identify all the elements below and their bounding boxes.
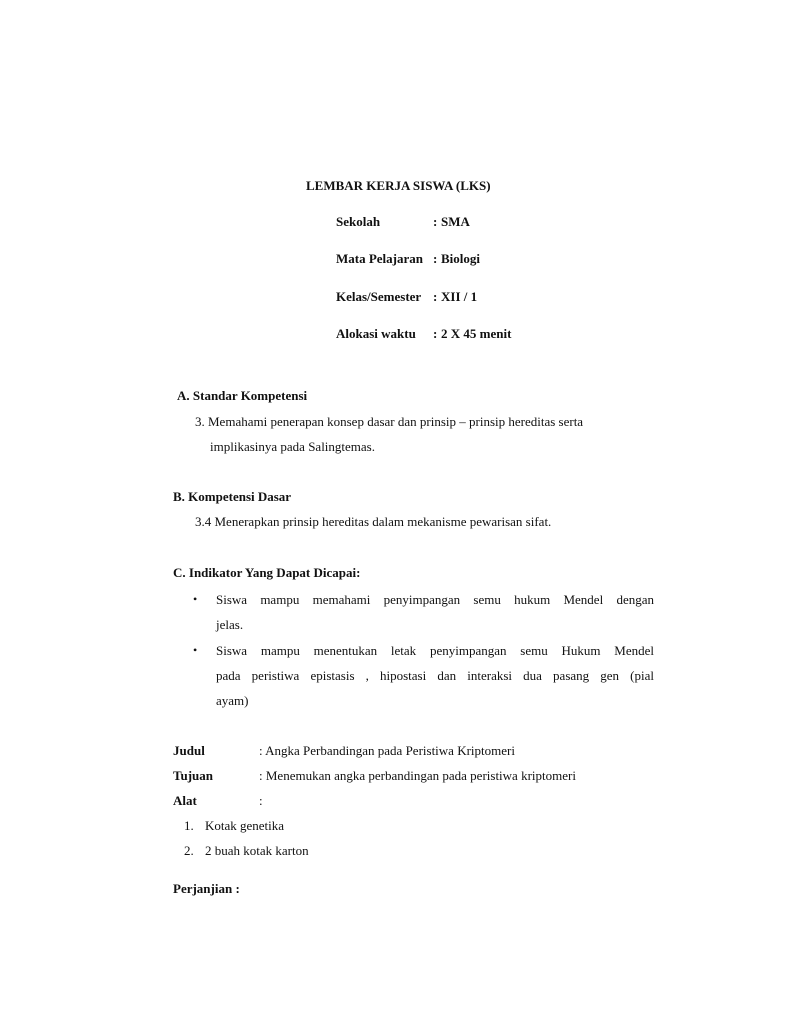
bullet-glyph: • xyxy=(193,592,198,606)
info-value-title: : Angka Perbandingan pada Peristiwa Kriptomeri xyxy=(259,743,515,758)
tool-1-number: 1. xyxy=(184,818,194,833)
meta-label-class: Kelas/Semester xyxy=(336,289,422,304)
perjanjian-heading: Perjanjian : xyxy=(173,881,240,896)
meta-sep-time: : xyxy=(433,326,438,341)
section-a-line-2: implikasinya pada Salingtemas. xyxy=(210,439,375,454)
meta-value-time: 2 X 45 menit xyxy=(441,326,512,341)
tool-2-text: 2 buah kotak karton xyxy=(205,843,309,858)
info-label-tools: Alat xyxy=(173,793,197,808)
section-a-line-1: 3. Memahami penerapan konsep dasar dan prinsip – prinsip hereditas serta xyxy=(195,414,584,429)
indicator-2-line-3: ayam) xyxy=(216,693,249,708)
meta-sep-class: : xyxy=(433,289,438,304)
section-a-heading: A. Standar Kompetensi xyxy=(177,388,308,403)
info-value-tools: : xyxy=(259,793,263,808)
indicator-1-line-2: jelas. xyxy=(216,617,244,632)
section-b-line-1: 3.4 Menerapkan prinsip hereditas dalam mekanisme pewarisan sifat. xyxy=(195,514,552,529)
indicator-2-line-1: Siswa mampu menentukan letak penyimpangan semu Hukum Mendel xyxy=(216,643,654,658)
info-value-goal: : Menemukan angka perbandingan pada peristiwa kriptomeri xyxy=(259,768,576,783)
meta-value-school: SMA xyxy=(441,214,470,229)
page-title: LEMBAR KERJA SISWA (LKS) xyxy=(306,178,491,193)
bullet-glyph: • xyxy=(193,643,198,657)
info-label-title: Judul xyxy=(173,743,205,758)
meta-sep-subject: : xyxy=(433,251,438,266)
section-c-heading: C. Indikator Yang Dapat Dicapai: xyxy=(173,565,361,580)
meta-label-school: Sekolah xyxy=(336,214,381,229)
info-label-goal: Tujuan xyxy=(173,768,213,783)
tool-1-text: Kotak genetika xyxy=(205,818,285,833)
tool-2-number: 2. xyxy=(184,843,194,858)
meta-value-subject: Biologi xyxy=(441,251,481,266)
meta-sep-school: : xyxy=(433,214,438,229)
meta-value-class: XII / 1 xyxy=(441,289,478,304)
indicator-1-line-1: Siswa mampu memahami penyimpangan semu hukum Mendel dengan xyxy=(216,592,654,607)
meta-label-time: Alokasi waktu xyxy=(336,326,416,341)
section-b-heading: B. Kompetensi Dasar xyxy=(173,489,292,504)
meta-label-subject: Mata Pelajaran xyxy=(336,251,424,266)
indicator-2-line-2: pada peristiwa epistasis , hipostasi dan interaksi dua pasang gen (pial xyxy=(216,668,654,683)
